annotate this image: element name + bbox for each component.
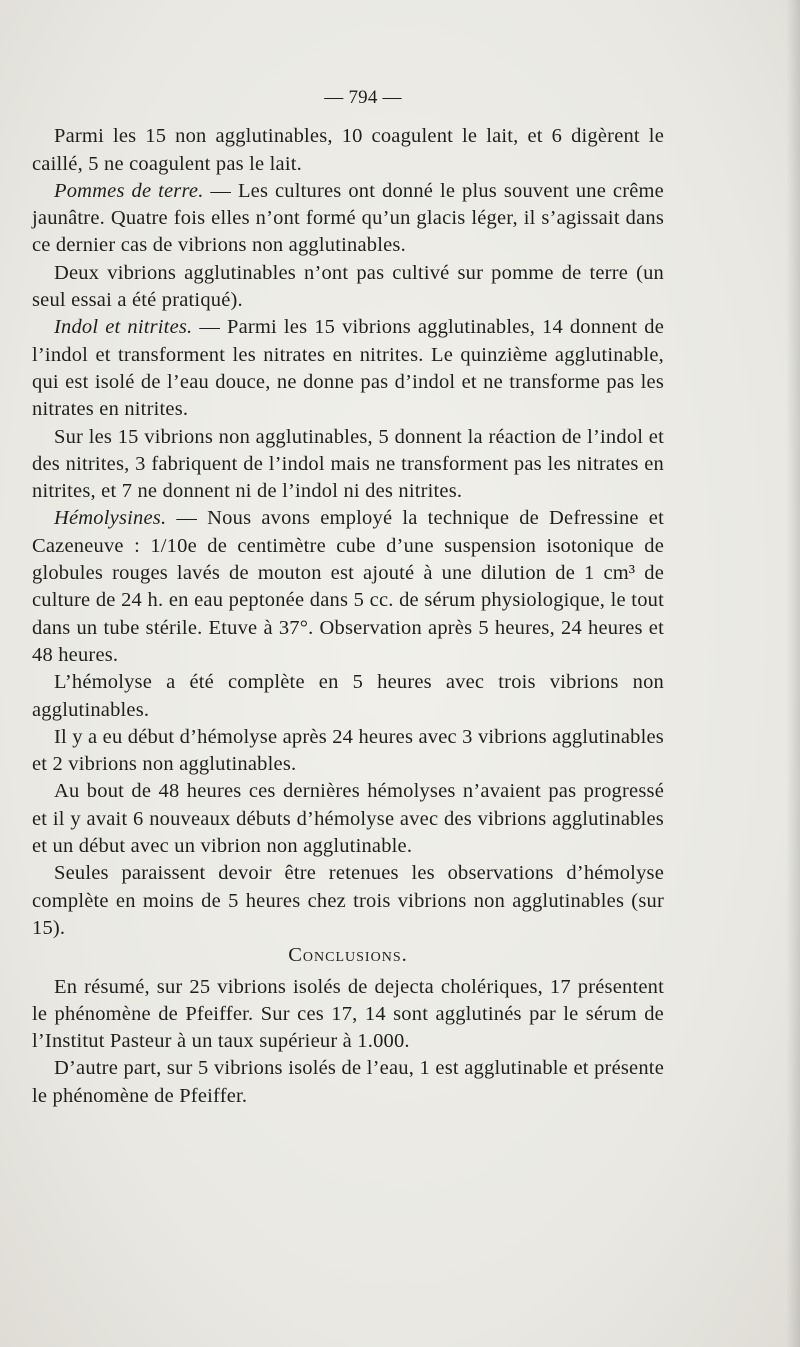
paragraph-text: Au bout de 48 heures ces dernières hémolyses n’avaient pas progressé et il y avait 6 nouveaux débuts d’hémolyse avec des vibrions agglutinables et un début avec un vibrion non agglutinable. — [32, 780, 664, 858]
paragraph-text: Il y a eu début d’hémolyse après 24 heures avec 3 vibrions agglutinables et 2 vibrions non agglutinables. — [32, 725, 664, 776]
paragraph-text: L’hémolyse a été complète en 5 heures avec trois vibrions non agglutinables. — [32, 671, 664, 721]
paragraph — [32, 778, 664, 860]
paragraph-text: — Parmi les 15 vibrions agglutinables, 14 donnent de l’indol et transforment les nitrates en nitrites. Le quinzième agglutinable, qui est isolé de l’eau douce, ne donne pas d’indol et ne transforme pas les nitrates en nitrites. — [32, 316, 664, 421]
paragraph-text: Seules paraissent devoir être retenues les observations d’hémolyse complète en moins de 5 heures chez trois vibrions non agglutinables (sur 15). — [32, 862, 664, 939]
paragraph-text: Parmi les 15 non agglutinables, 10 coagulent le lait, et 6 digèrent le caillé, 5 ne coagulent pas le lait. — [32, 125, 664, 175]
paragraph-text: Deux vibrions agglutinables n’ont pas cultivé sur pomme de terre (un seul essai a été pratiqué). — [32, 261, 664, 312]
paragraph — [32, 860, 664, 942]
paragraph — [32, 260, 664, 315]
paragraph-text: — Les cultures ont donné le plus souvent une crême jaunâtre. Quatre fois elles n’ont formé qu’un glacis léger, il s’agissait dans ce dernier cas de vibrions non agglutinables. — [32, 179, 664, 257]
paragraph-text: — Nous avons employé la technique de Defressine et Cazeneuve : 1/10e de centimètre cube d’une suspension isotonique de globules rouges lavés de mouton est ajouté à une dilution de 1 cm³ de culture de 24 h. en eau peptonée dans 5 cc. de sérum physiologique, le tout dans un tube stérile. Etuve à 37°. Observation après 5 heures, 24 heures et 48 heures. — [32, 507, 664, 666]
paragraph — [32, 669, 664, 724]
paragraph-text: Sur les 15 vibrions non agglutinables, 5 donnent la réaction de l’indol et des nitrites, 3 fabriquent de l’indol mais ne transforment pas les nitrates en nitrites, et 7 ne donnent ni de l’indol ni des nitrites. — [32, 425, 664, 503]
conclusion-paragraph: En résumé, sur 25 vibrions isolés de dejecta cholériques, 17 présentent le phénomène de Pfeiffer. Sur ces 17, 14 sont agglutinés par le sérum de l’Institut Pasteur à un taux supérieur à 1.000. — [32, 975, 664, 1053]
paragraph-lead: Pommes de terre. — [54, 179, 204, 202]
paragraph-lead: Indol et nitrites. — [54, 316, 193, 339]
paragraph — [32, 424, 664, 506]
conclusion-paragraph: D’autre part, sur 5 vibrions isolés de l’eau, 1 est agglutinable et présente le phénomène de Pfeiffer. — [32, 1057, 664, 1107]
page-number: — 794 — — [324, 87, 402, 108]
page-gutter-shadow — [786, 0, 800, 1347]
page-content — [32, 84, 664, 1110]
paragraph — [32, 724, 664, 779]
paragraph — [32, 123, 664, 178]
paragraph — [32, 314, 664, 423]
paragraph-lead: Hémolysines. — [54, 507, 167, 530]
paragraph — [32, 505, 664, 669]
paragraph — [32, 178, 664, 260]
conclusions-heading: Conclusions. — [288, 944, 408, 967]
